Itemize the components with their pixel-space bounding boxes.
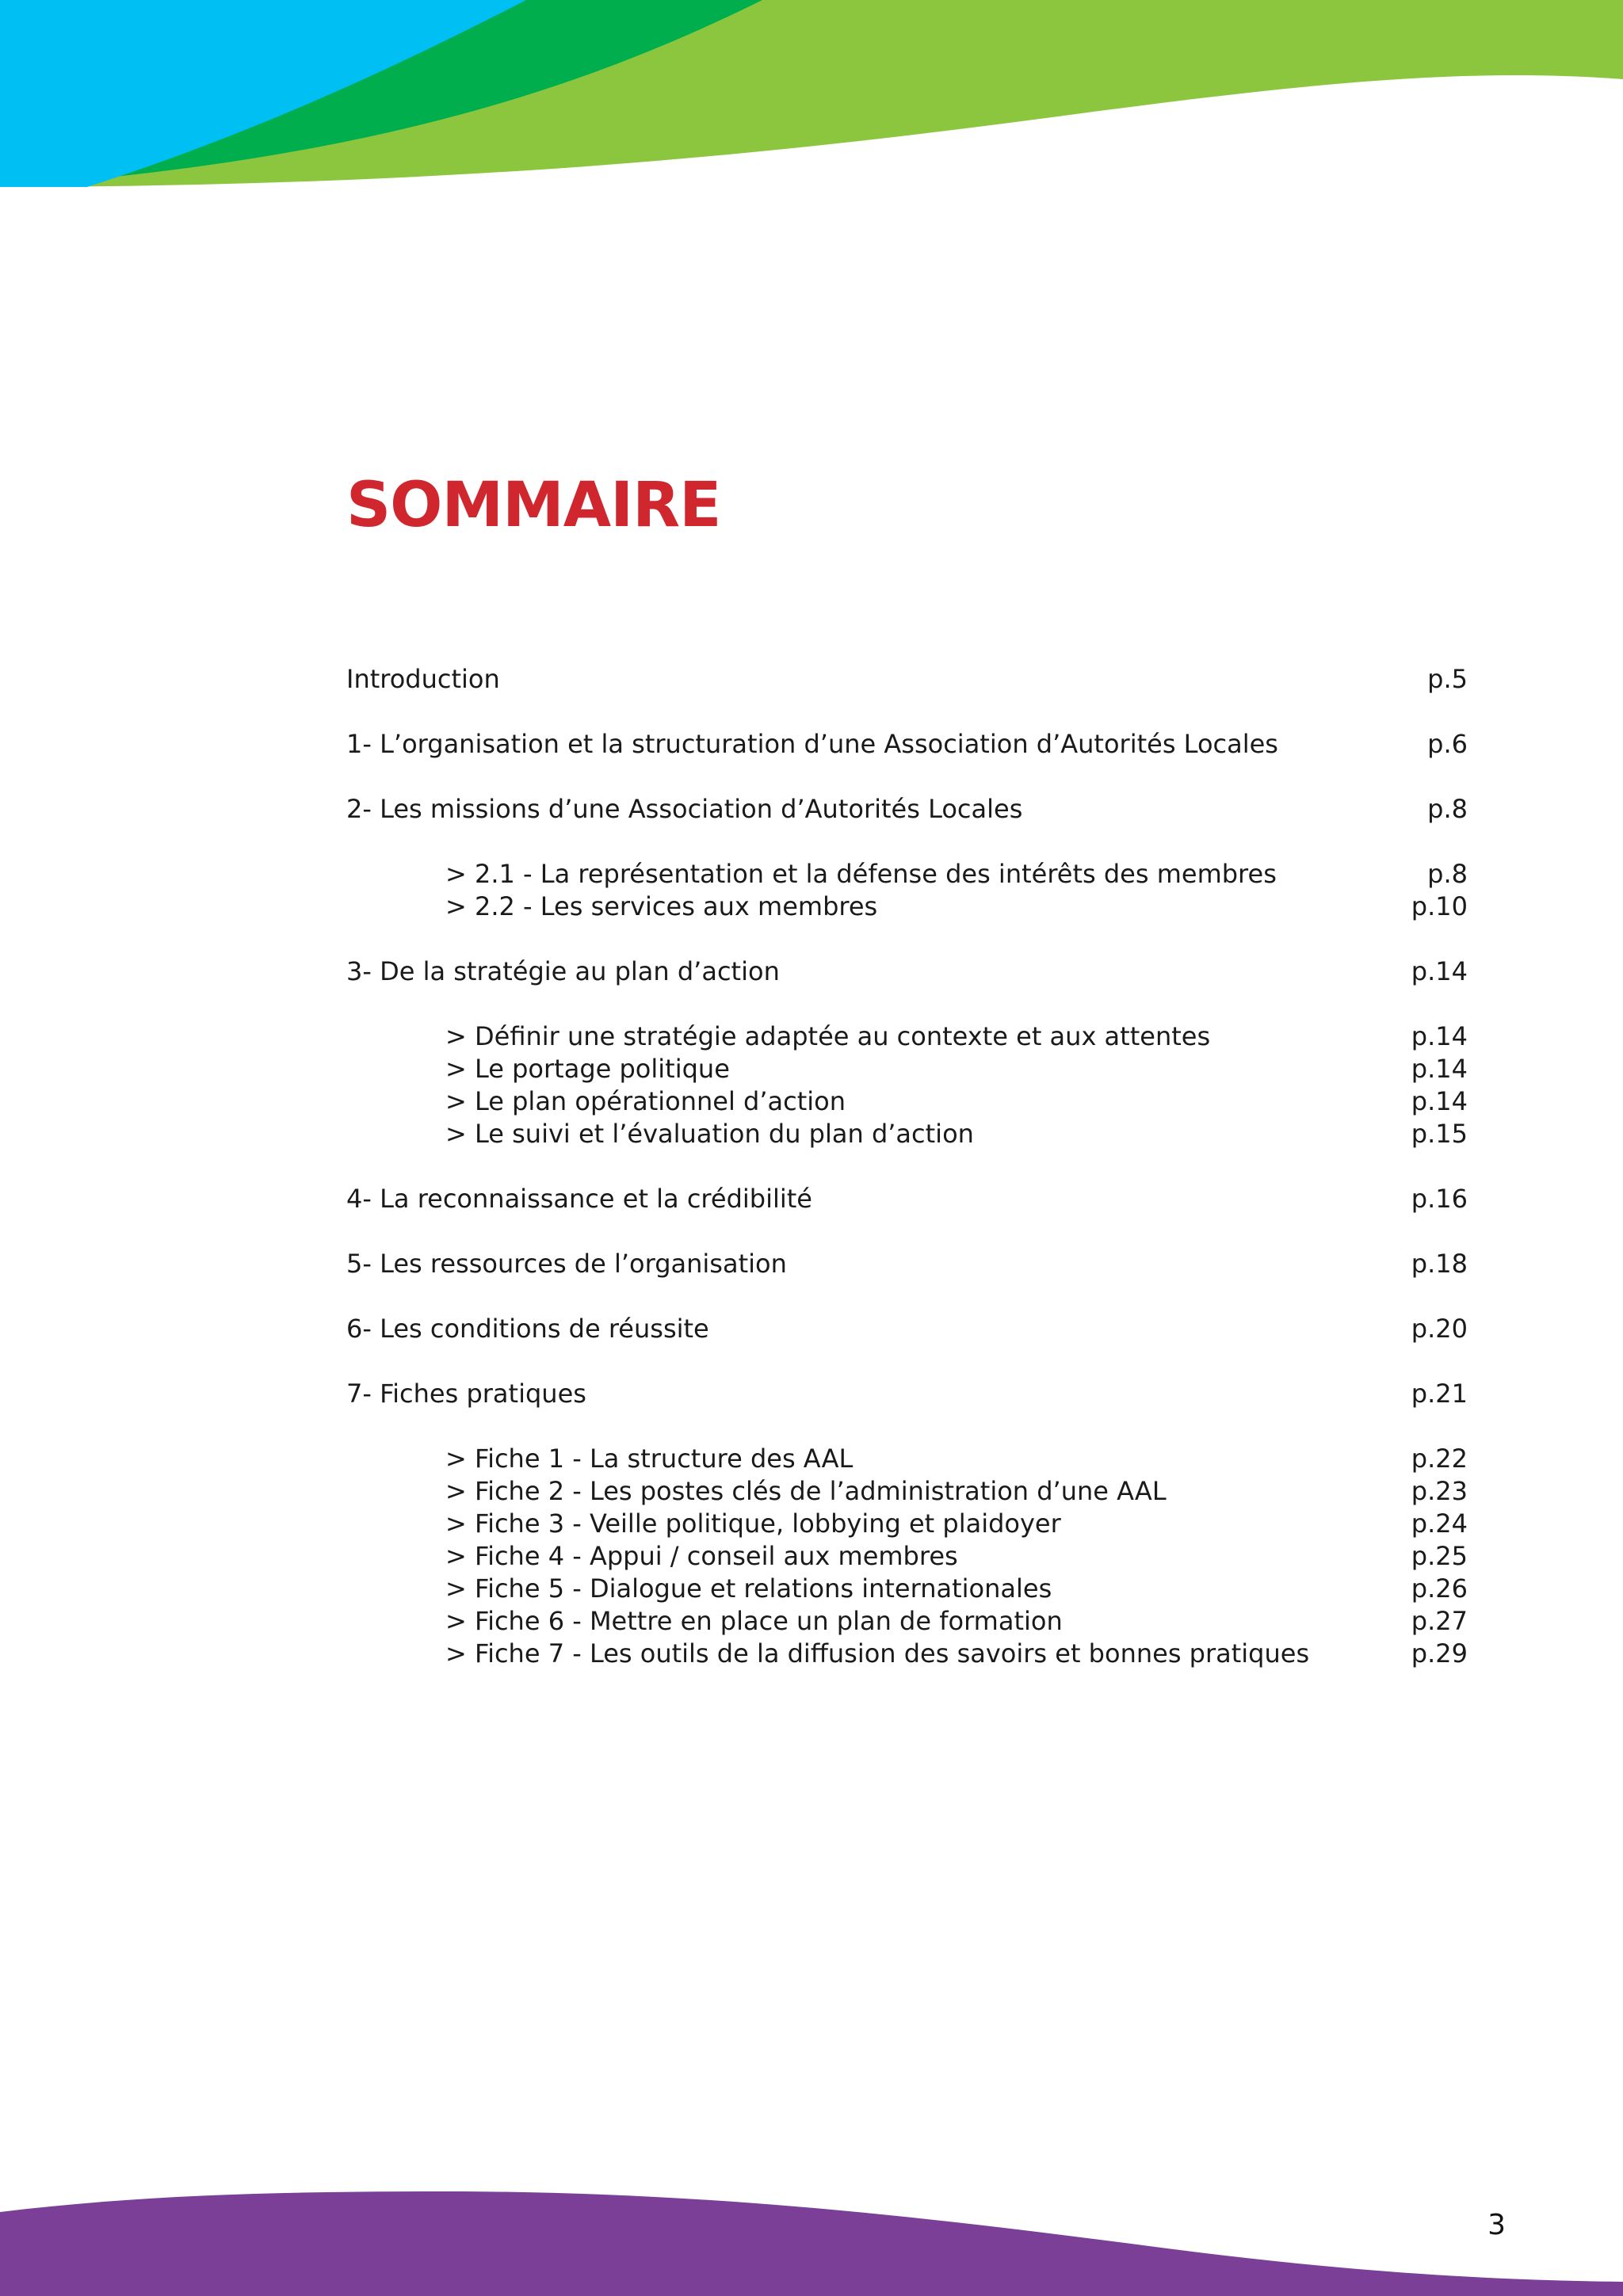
- toc-entry-page: p.14: [1411, 956, 1468, 986]
- toc-entry-label: > Fiche 1 - La structure des AAL: [445, 1444, 854, 1474]
- toc-subentry: [346, 1020, 1468, 1053]
- toc-entry-page: p.24: [1411, 1508, 1468, 1539]
- toc-entry-label: 1- L’organisation et la structuration d’une Association d’Autorités Locales: [346, 729, 1278, 759]
- toc-entry-page: p.20: [1411, 1314, 1468, 1344]
- toc-entry-label: 7- Fiches pratiques: [346, 1379, 586, 1409]
- toc-entry-label: > Fiche 2 - Les postes clés de l’administration d’une AAL: [445, 1476, 1167, 1506]
- toc-subentry: [346, 1573, 1468, 1605]
- toc-entry-page: p.5: [1427, 664, 1468, 694]
- toc-entry: [346, 1248, 1468, 1280]
- toc-entry: [346, 663, 1468, 696]
- toc-entry-label: > Le suivi et l’évaluation du plan d’action: [445, 1119, 974, 1149]
- toc-entry-label: > Le portage politique: [445, 1054, 730, 1084]
- toc-subentry: [346, 1053, 1468, 1085]
- toc-subentry: [346, 858, 1468, 891]
- toc-entry-page: p.14: [1411, 1021, 1468, 1051]
- toc-entry-label: > Fiche 7 - Les outils de la diffusion des savoirs et bonnes pratiques: [445, 1638, 1310, 1669]
- toc-entry-label: > Fiche 5 - Dialogue et relations internationales: [445, 1573, 1052, 1604]
- toc-entry-page: p.27: [1411, 1606, 1468, 1636]
- toc-entry-page: p.16: [1411, 1184, 1468, 1214]
- toc-entry-page: p.21: [1411, 1379, 1468, 1409]
- page-number: 3: [1487, 2209, 1506, 2241]
- toc-entry-page: p.14: [1411, 1086, 1468, 1116]
- toc-entry-page: p.6: [1427, 729, 1468, 759]
- toc-entry: [346, 955, 1468, 988]
- toc-entry-label: 6- Les conditions de réussite: [346, 1314, 709, 1344]
- toc-entry-page: p.8: [1427, 794, 1468, 824]
- toc-entry-page: p.10: [1411, 891, 1468, 921]
- toc-entry: [346, 1313, 1468, 1345]
- toc-subentry: [346, 1118, 1468, 1150]
- page-title: SOMMAIRE: [346, 470, 721, 541]
- toc-entry-page: p.18: [1411, 1249, 1468, 1279]
- toc-subentry: [346, 1443, 1468, 1475]
- toc-entry-label: > Fiche 4 - Appui / conseil aux membres: [445, 1541, 958, 1571]
- toc-entry: [346, 728, 1468, 761]
- toc-entry-page: p.22: [1411, 1444, 1468, 1474]
- toc-entry-label: > 2.1 - La représentation et la défense des intérêts des membres: [445, 859, 1277, 889]
- toc-subentry: [346, 1508, 1468, 1540]
- footer-wave-purple: [0, 2191, 1623, 2296]
- toc-entry-label: > Fiche 6 - Mettre en place un plan de formation: [445, 1606, 1063, 1636]
- toc-entry: [346, 1183, 1468, 1215]
- toc-entry-label: 2- Les missions d’une Association d’Autorités Locales: [346, 794, 1023, 824]
- toc-subentry: [346, 1085, 1468, 1118]
- toc-entry-page: p.25: [1411, 1541, 1468, 1571]
- toc-entry-page: p.8: [1427, 859, 1468, 889]
- toc-subentry: [346, 1605, 1468, 1638]
- toc-entry: [346, 793, 1468, 826]
- toc-entry-label: > Définir une stratégie adaptée au contexte et aux attentes: [445, 1021, 1211, 1051]
- toc-entry-label: 4- La reconnaissance et la crédibilité: [346, 1184, 812, 1214]
- toc-subentry: [346, 1475, 1468, 1508]
- toc-entry-page: p.23: [1411, 1476, 1468, 1506]
- toc-entry-label: > 2.2 - Les services aux membres: [445, 891, 878, 921]
- table-of-contents: [346, 663, 1468, 1670]
- toc-subentry: [346, 1540, 1468, 1573]
- toc-entry-label: > Le plan opérationnel d’action: [445, 1086, 846, 1116]
- footer-wave-decoration: [0, 2171, 1623, 2296]
- toc-subentry: [346, 891, 1468, 923]
- toc-entry-label: > Fiche 3 - Veille politique, lobbying et plaidoyer: [445, 1508, 1061, 1539]
- toc-subentry: [346, 1638, 1468, 1670]
- toc-entry-page: p.14: [1411, 1054, 1468, 1084]
- toc-entry-page: p.15: [1411, 1119, 1468, 1149]
- toc-entry-label: 5- Les ressources de l’organisation: [346, 1249, 787, 1279]
- toc-entry-label: 3- De la stratégie au plan d’action: [346, 956, 780, 986]
- toc-entry: [346, 1378, 1468, 1410]
- toc-entry-page: p.26: [1411, 1573, 1468, 1604]
- toc-entry-label: Introduction: [346, 664, 500, 694]
- header-wave-decoration: [0, 0, 1623, 190]
- toc-entry-page: p.29: [1411, 1638, 1468, 1669]
